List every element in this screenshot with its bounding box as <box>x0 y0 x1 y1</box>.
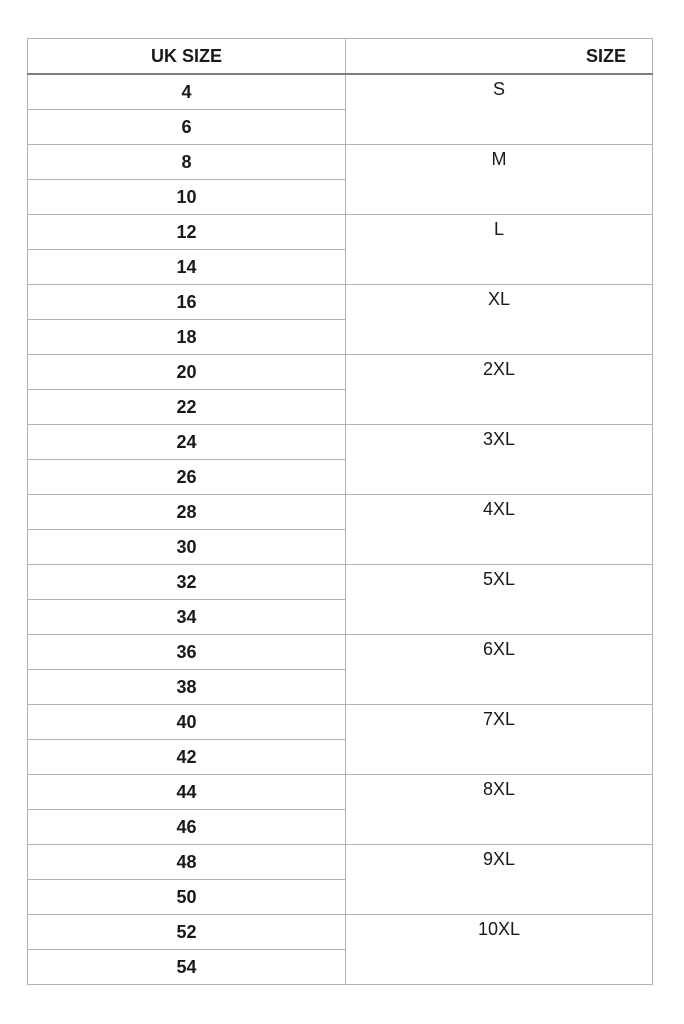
size-label: XL <box>487 289 511 309</box>
uk-size-cell: 8 <box>28 145 346 180</box>
table-row <box>28 775 653 810</box>
uk-size-cell: 10 <box>28 180 346 215</box>
size-label: 2XL <box>482 359 516 379</box>
uk-size-cell: 38 <box>28 670 346 705</box>
table-row <box>28 565 653 600</box>
size-cell <box>346 74 653 145</box>
uk-size-cell: 46 <box>28 810 346 845</box>
header-row <box>28 39 653 75</box>
table-row <box>28 845 653 880</box>
size-label: 4XL <box>482 499 516 519</box>
uk-size-cell: 14 <box>28 250 346 285</box>
size-label: S <box>492 79 505 99</box>
table-row <box>28 355 653 390</box>
size-cell <box>346 425 653 495</box>
size-label: 7XL <box>482 709 516 729</box>
uk-size-cell: 44 <box>28 775 346 810</box>
uk-size-cell: 54 <box>28 950 346 985</box>
size-cell <box>346 495 653 565</box>
uk-size-cell: 20 <box>28 355 346 390</box>
uk-size-cell: 26 <box>28 460 346 495</box>
uk-size-cell: 48 <box>28 845 346 880</box>
uk-size-cell: 40 <box>28 705 346 740</box>
uk-size-cell: 30 <box>28 530 346 565</box>
table-row <box>28 145 653 180</box>
table-row <box>28 635 653 670</box>
table-row <box>28 915 653 950</box>
size-label: L <box>493 219 504 239</box>
uk-size-cell: 52 <box>28 915 346 950</box>
table-row <box>28 74 653 110</box>
uk-size-cell: 22 <box>28 390 346 425</box>
uk-size-cell: 34 <box>28 600 346 635</box>
size-label: 8XL <box>482 779 516 799</box>
uk-size-cell: 6 <box>28 110 346 145</box>
size-label: 3XL <box>482 429 516 449</box>
uk-size-cell: 42 <box>28 740 346 775</box>
size-label: 9XL <box>482 849 516 869</box>
uk-size-cell: 16 <box>28 285 346 320</box>
uk-size-cell: 24 <box>28 425 346 460</box>
uk-size-cell: 32 <box>28 565 346 600</box>
table-row <box>28 705 653 740</box>
uk-size-header: UK SIZE <box>28 39 346 75</box>
uk-size-cell: 4 <box>28 74 346 110</box>
uk-size-cell: 28 <box>28 495 346 530</box>
size-table-body <box>28 74 653 985</box>
size-cell <box>346 355 653 425</box>
size-header: SIZE <box>346 39 653 75</box>
size-cell <box>346 915 653 985</box>
size-cell <box>346 565 653 635</box>
size-cell <box>346 775 653 845</box>
size-cell <box>346 285 653 355</box>
uk-size-cell: 18 <box>28 320 346 355</box>
size-cell <box>346 145 653 215</box>
size-cell <box>346 705 653 775</box>
size-label: 10XL <box>477 919 521 939</box>
size-label: 6XL <box>482 639 516 659</box>
size-cell <box>346 215 653 285</box>
table-row <box>28 285 653 320</box>
size-chart-table <box>27 38 653 985</box>
table-row <box>28 215 653 250</box>
table-row <box>28 495 653 530</box>
size-cell <box>346 845 653 915</box>
size-label: M <box>491 149 507 169</box>
size-label: 5XL <box>482 569 516 589</box>
uk-size-cell: 36 <box>28 635 346 670</box>
size-cell <box>346 635 653 705</box>
uk-size-cell: 12 <box>28 215 346 250</box>
uk-size-cell: 50 <box>28 880 346 915</box>
table-row <box>28 425 653 460</box>
